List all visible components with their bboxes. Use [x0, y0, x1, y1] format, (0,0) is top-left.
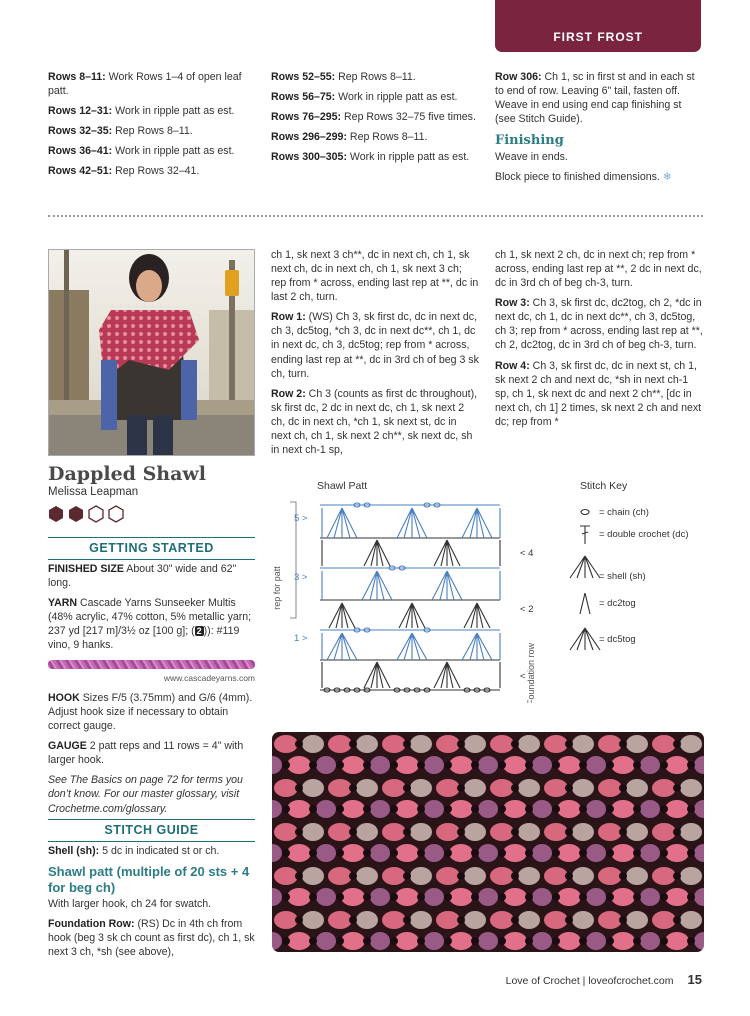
shawl-patt-text: With larger hook, ch 24 for swatch.: [48, 897, 212, 910]
instruction-row: Row 306: Ch 1, sc in first st and in each st to end of row. Leaving 6" tail, fasten off. Weave in end using end cap finishing st (see Stitch Guide).: [495, 71, 695, 126]
basics-note: See The Basics on page 72 for terms you don’t know. For our master glossary, visit Crochetme.com/glossary.: [48, 774, 243, 815]
instruction-row: Rows 42–51: Rep Rows 32–41.: [48, 165, 200, 178]
instruction-row: Row 1: (WS) Ch 3, sk first dc, dc in next dc, ch 3, dc5tog, *ch 3, dc in next dc**, ch 1, dc in next dc, ch 3, dc5tog; rep from * across, ending last rep at **, dc in 3rd ch of beg 3 sk ch, turn.: [271, 311, 479, 380]
dotted-divider: [48, 215, 703, 217]
instruction-row: Rows 296–299: Rep Rows 8–11.: [271, 131, 428, 144]
finished-size: FINISHED SIZE About 30" wide and 62" long.: [48, 563, 237, 590]
key-dc: = double crochet (dc): [599, 529, 689, 540]
top-column-2: [271, 70, 479, 170]
mid-column-2: [271, 248, 479, 463]
skill-hex-filled-icon: [69, 506, 83, 522]
dc2tog-symbol-icon: [580, 593, 590, 614]
instruction-row: Rows 56–75: Work in ripple patt as est.: [271, 91, 458, 104]
hook-info: HOOK Sizes F/5 (3.75mm) and G/6 (4mm). Adjust hook size if necessary to obtain correct gauge.: [48, 692, 253, 733]
instruction-row: Rows 36–41: Work in ripple patt as est.: [48, 145, 235, 158]
rep-label: rep for patt: [272, 566, 282, 610]
dc5tog-symbol-icon: [570, 628, 600, 650]
shawl-patt-heading: Shawl patt (multiple of 20 sts + 4 for beg ch): [48, 864, 250, 896]
skill-hex-empty-icon: [89, 506, 103, 522]
stitch-guide-heading: STITCH GUIDE: [48, 819, 255, 842]
top-column-1: [48, 70, 248, 184]
section-tab-label: FIRST FROST: [553, 30, 643, 45]
finishing-text: Weave in ends.: [495, 150, 568, 163]
page-number: 15: [687, 972, 702, 987]
chart-title: Shawl Patt: [317, 480, 368, 492]
finishing-heading: Finishing: [495, 133, 564, 149]
instruction-row: Rows 76–295: Rep Rows 32–75 five times.: [271, 111, 476, 124]
publication-name: Love of Crochet: [505, 975, 580, 987]
row-label-4: < 4: [520, 548, 534, 559]
instruction-row: Rows 32–35: Rep Rows 8–11.: [48, 125, 193, 138]
instruction-row: Rows 52–55: Rep Rows 8–11.: [271, 71, 416, 83]
skill-level: [48, 505, 128, 527]
instruction-row: Row 4: Ch 3, sk first dc, dc in next st, ch 1, sk next 2 ch and next dc, *sh in next ch-1 sp, ch 1, sk next dc and next 2 ch**, [dc in next ch, ch 1] 2 times, sk next 2 ch and next dc; rep from *: [495, 359, 702, 428]
finishing-text-2: Block piece to finished dimensions. ❄: [495, 170, 672, 183]
skill-hex-filled-icon: [49, 506, 63, 522]
instruction-row: ch 1, sk next 2 ch, dc in next ch; rep from * across, ending last rep at **, 2 dc in next dc, dc in 3rd ch of beg ch-3, turn.: [495, 249, 702, 290]
gauge-info: GAUGE 2 patt reps and 11 rows = 4" with larger hook.: [48, 740, 244, 767]
getting-started-body-1: [48, 562, 255, 658]
shell-definition: Shell (sh): 5 dc in indicated st or ch.: [48, 845, 220, 857]
stitch-guide-body: [48, 844, 255, 965]
key-chain: = chain (ch): [599, 507, 649, 518]
yarn-weight-icon: 2: [196, 626, 202, 637]
page-footer: Love of Crochet | loveofcrochet.com 15: [505, 972, 702, 987]
foundation-row: Foundation Row: (RS) Dc in 4th ch from hook (beg 3 sk ch count as first dc), ch 1, sk next 3 ch, *sh (see above),: [48, 917, 255, 958]
instruction-row: Rows 12–31: Work in ripple patt as est.: [48, 105, 235, 118]
dc-symbol-icon: [580, 526, 590, 544]
stitch-key-title: Stitch Key: [580, 480, 628, 492]
stitch-chart: [272, 478, 704, 703]
swatch-photo: [272, 732, 704, 952]
section-tab: [495, 0, 701, 52]
shell-symbol-icon: [570, 556, 600, 578]
designer-name: Melissa Leapman: [48, 486, 139, 498]
chain-symbol-icon: [581, 510, 589, 515]
skill-hex-empty-icon: [109, 506, 123, 522]
top-column-3: [495, 70, 703, 190]
model-photo: [48, 249, 255, 456]
getting-started-heading: GETTING STARTED: [48, 537, 255, 560]
yarn-url: www.cascadeyarns.com: [163, 673, 255, 683]
yarn-swatch-image: [48, 660, 255, 669]
snowflake-icon: ❄: [662, 170, 672, 183]
row-label-1: 1 >: [294, 633, 308, 644]
site-url: loveofcrochet.com: [588, 975, 674, 987]
stitch-key: [570, 507, 689, 650]
foundation-label: Foundation row: [526, 642, 536, 703]
yarn-info: YARN Cascade Yarns Sunseeker Multis (48% acrylic, 47% cotton, 5% metallic yarn; 237 yd [217 m]/3½ oz [100 g]; ( 2 )): #119 vino, 9 hanks.: [48, 597, 252, 652]
getting-started-body-2: [48, 691, 255, 822]
row-label-3: 3 >: [294, 572, 308, 583]
pattern-title: Dappled Shawl: [48, 463, 206, 485]
row-label-f: <: [520, 671, 526, 682]
key-shell: = shell (sh): [599, 571, 646, 582]
instruction-row: Rows 300–305: Work in ripple patt as est.: [271, 151, 470, 164]
mid-column-3: [495, 248, 703, 435]
instruction-row: Rows 8–11: Work Rows 1–4 of open leaf patt.: [48, 71, 242, 98]
instruction-row: Row 2: Ch 3 (counts as first dc throughout), sk first dc, 2 dc in next dc, ch 1, sk next 2 ch, dc in next ch, *ch 1, sk next st, dc in next ch, ch 1, sk next 2 ch**, sk next dc, sh in next ch-1 sp,: [271, 387, 478, 457]
row-label-5: 5 >: [294, 513, 308, 524]
row-label-2: < 2: [520, 604, 534, 615]
instruction-row: ch 1, sk next 3 ch**, dc in next ch, ch 1, sk next ch, dc in next ch, ch 1, sk next 3 ch; rep from * across, ending last rep at **, dc in last 2 ch, turn.: [271, 249, 479, 304]
chart-grid: [320, 503, 500, 692]
key-dc2tog: = dc2tog: [599, 598, 636, 609]
instruction-row: Row 3: Ch 3, sk first dc, dc2tog, ch 2, *dc in next dc, ch 1, dc in next dc**, ch 3, dc5tog, ch 3; rep from * across, ending last rep at **, ch 2, dc2tog, dc in 3rd ch of beg ch-3, turn.: [495, 297, 703, 352]
key-dc5tog: = dc5tog: [599, 634, 636, 645]
